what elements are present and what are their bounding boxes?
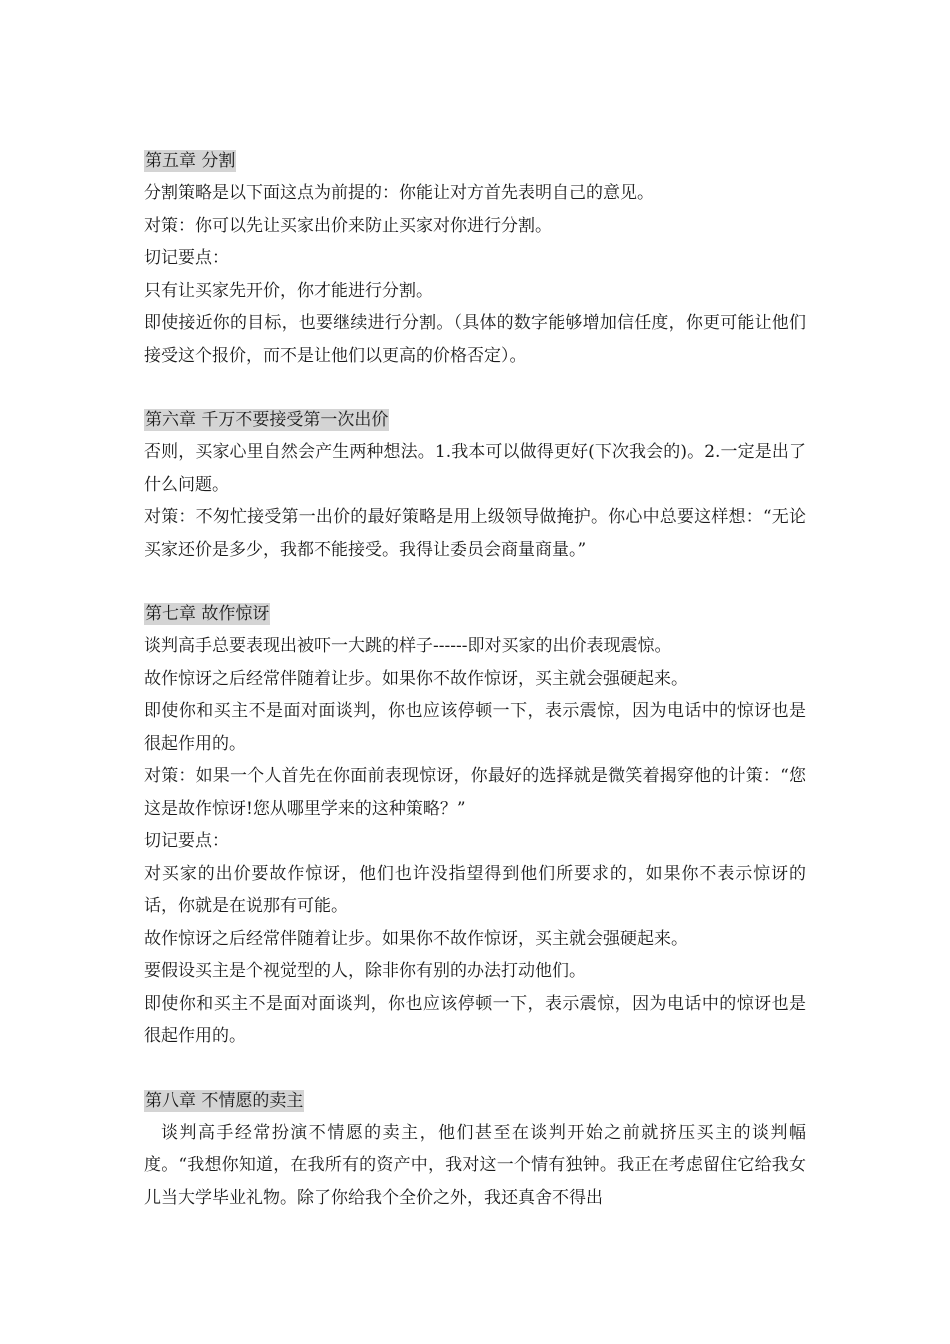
chapter-5-heading-line (144, 145, 806, 177)
paragraph: 谈判高手总要表现出被吓一大跳的样子------即对买家的出价表现震惊。 (144, 636, 672, 656)
paragraph: 谈判高手经常扮演不情愿的卖主，他们甚至在谈判开始之前就挤压买主的谈判幅度。“我想你知道，在我所有的资产中，我对这一个情有独钟。我正在考虑留住它给我女儿当大学毕业礼物。除了你给我个全价之外，我还真舍不得出 (144, 1122, 806, 1208)
paragraph: 分割策略是以下面这点为前提的：你能让对方首先表明自己的意见。 (144, 183, 654, 203)
paragraph: 故作惊讶之后经常伴随着让步。如果你不故作惊讶，买主就会强硬起来。 (144, 928, 688, 949)
paragraph: 对策：不匆忙接受第一出价的最好策略是用上级领导做掩护。你心中总要这样想：“无论买家还价是多少，我都不能接受。我得让委员会商量商量。” (144, 507, 806, 560)
paragraph: 否则，买家心里自然会产生两种想法。1.我本可以做得更好(下次我会的)。2.一定是出了什么问题。 (144, 442, 806, 495)
chapter-7-section (144, 598, 806, 1053)
paragraph: 对买家的出价要故作惊讶，他们也许没指望得到他们所要求的，如果你不表示惊讶的话，你就是在说那有可能。 (144, 863, 806, 916)
paragraph: 切记要点： (144, 248, 229, 268)
chapter-8-section (144, 1085, 806, 1215)
chapter-6-heading: 第六章 千万不要接受第一次出价 (145, 410, 389, 430)
chapter-7-heading: 第七章 故作惊讶 (145, 604, 270, 624)
chapter-8-heading: 第八章 不情愿的卖主 (145, 1090, 304, 1111)
paragraph: 即使接近你的目标，也要继续进行分割。（具体的数字能够增加信任度，你更可能让他们接受这个报价，而不是让他们以更高的价格否定）。 (144, 313, 806, 366)
paragraph: 故作惊讶之后经常伴随着让步。如果你不故作惊讶，买主就会强硬起来。 (144, 668, 688, 689)
chapter-5-section (144, 145, 806, 372)
paragraph: 要假设买主是个视觉型的人，除非你有别的办法打动他们。 (144, 961, 586, 981)
chapter-5-heading: 第五章 分割 (145, 151, 236, 171)
paragraph: 只有让买家先开价，你才能进行分割。 (144, 280, 433, 301)
chapter-7-heading-line (144, 598, 806, 630)
paragraph: 即使你和买主不是面对面谈判，你也应该停顿一下，表示震惊，因为电话中的惊讶也是很起作用的。 (144, 993, 806, 1046)
paragraph: 对策：你可以先让买家出价来防止买家对你进行分割。 (144, 215, 552, 236)
chapter-8-heading-line (144, 1085, 806, 1117)
chapter-6-section (144, 404, 806, 566)
paragraph: 即使你和买主不是面对面谈判，你也应该停顿一下，表示震惊，因为电话中的惊讶也是很起作用的。 (144, 701, 806, 754)
document-page (144, 145, 806, 1246)
paragraph: 对策：如果一个人首先在你面前表现惊讶，你最好的选择就是微笑着揭穿他的计策：“您这是故作惊讶!您从哪里学来的这种策略？” (144, 766, 806, 819)
chapter-6-heading-line (144, 404, 806, 436)
paragraph: 切记要点： (144, 831, 229, 851)
